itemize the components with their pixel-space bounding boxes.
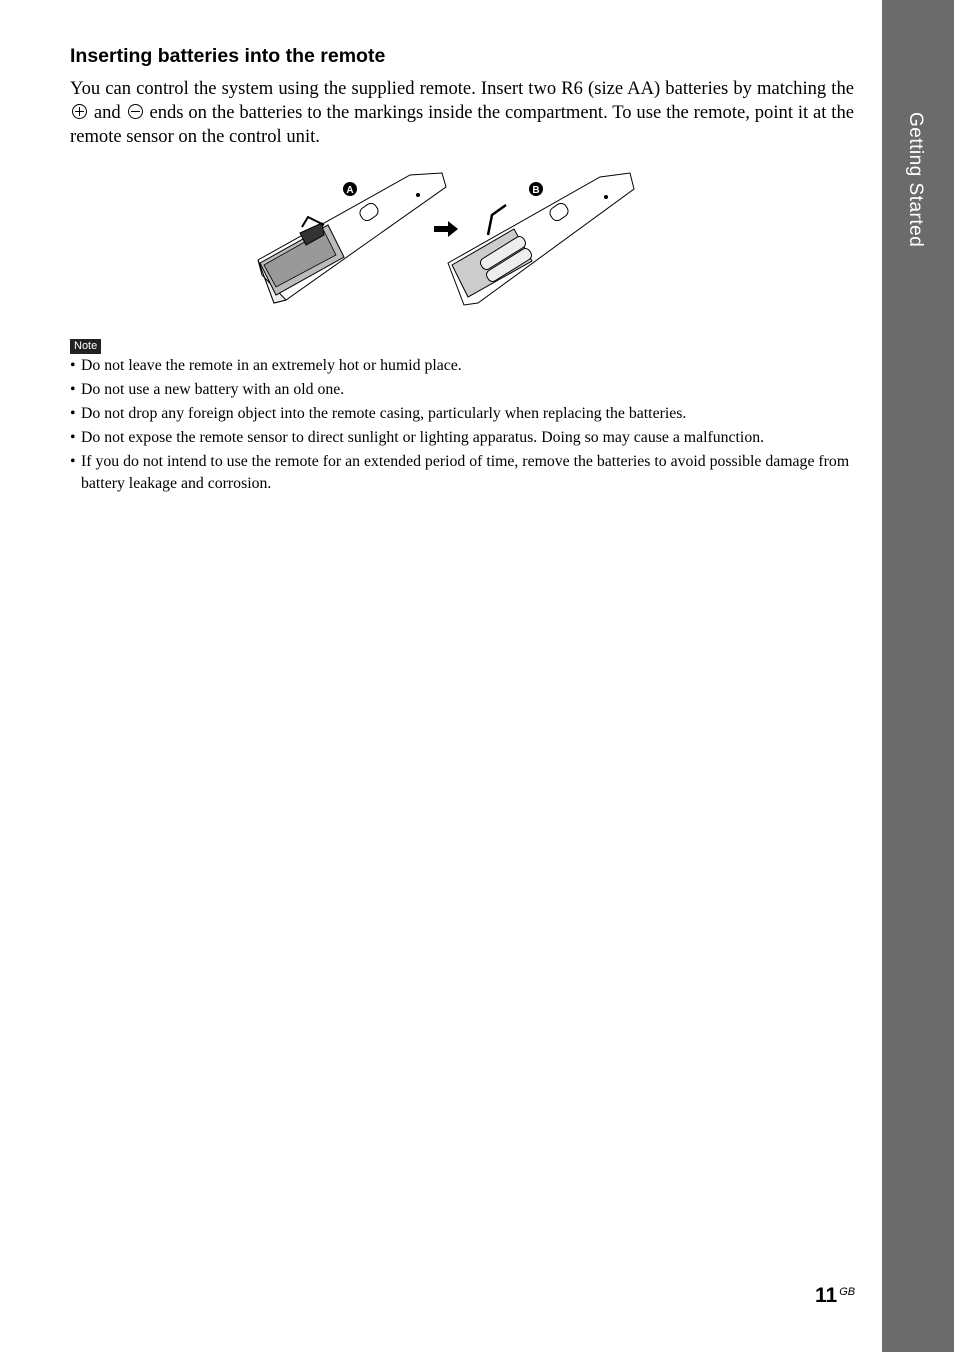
page-number-suffix: GB [839, 1286, 856, 1298]
note-item: • Do not leave the remote in an extremely hot or humid place. [70, 355, 860, 377]
page-number-value: 11 [815, 1284, 838, 1307]
arrow-right-icon [434, 221, 458, 237]
section-heading: Inserting batteries into the remote [70, 45, 386, 67]
intro-text-2: ends on the batteries to the markings inside the compartment. To use the remote, point it at the remote sensor on the control unit. [70, 102, 854, 147]
side-tab-label: Getting Started [905, 112, 926, 248]
note-item: • Do not use a new battery with an old one. [70, 379, 860, 401]
plus-terminal-icon [72, 104, 87, 119]
step-b-label: B [532, 185, 540, 196]
note-badge: Note [70, 339, 101, 354]
notes-list [70, 355, 860, 497]
intro-text-and: and [93, 102, 121, 123]
note-item: • Do not drop any foreign object into the remote casing, particularly when replacing the batteries. [70, 403, 860, 425]
intro-paragraph [70, 77, 854, 149]
page-number [815, 1284, 855, 1308]
note-item: • Do not expose the remote sensor to direct sunlight or lighting apparatus. Doing so may cause a malfunction. [70, 427, 860, 449]
intro-text-1: You can control the system using the supplied remote. Insert two R6 (size AA) batteries by matching the [70, 78, 854, 99]
battery-insertion-illustration [250, 165, 650, 315]
note-item: • If you do not intend to use the remote for an extended period of time, remove the batteries to avoid possible damage from battery leakage and corrosion. [70, 451, 860, 495]
minus-terminal-icon [128, 104, 143, 119]
step-a-label: A [346, 185, 354, 196]
